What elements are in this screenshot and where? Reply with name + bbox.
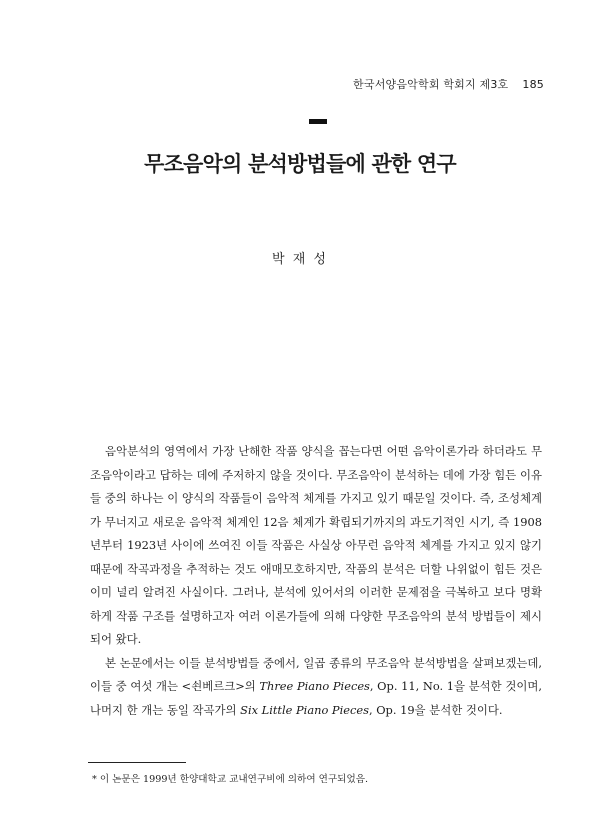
- work-title-six-little-piano-pieces: Six Little Piano Pieces: [240, 702, 369, 717]
- paragraph-2-text-c: , Op. 19을 분석한 것이다.: [368, 702, 503, 717]
- paper-title: 무조음악의 분석방법들에 관한 연구: [144, 152, 456, 176]
- paragraph-2-text-b: , Op. 11, No. 1을 분석한 것이며, 나머지 한 개는 동일 작곡가의: [90, 679, 542, 717]
- page-number: 185: [522, 78, 544, 91]
- footnote-divider: [88, 762, 186, 763]
- work-title-three-piano-pieces: Three Piano Pieces: [259, 679, 370, 693]
- title-dash-mark: [309, 119, 327, 124]
- abstract-body: [90, 440, 542, 722]
- paragraph-2-text-a: 본 논문에서는 이들 분석방법들 중에서, 일곱 종류의 무조음악 분석방법을 살펴보겠는데, 이들 중 여섯 개는 <쇤베르크>의: [90, 655, 542, 693]
- abstract-paragraph-1: 음악분석의 영역에서 가장 난해한 작품 양식을 꼽는다면 어떤 음악이론가라 하더라도 무조음악이라고 답하는 데에 주저하지 않을 것이다. 무조음악이 분석하는 데에 가장 힘든 이유들 중의 하나는 이 양식의 작품들이 음악적 체계를 가지고 있기 때문일 것이다. 즉, 조성체계가 무너지고 새로운 음악적 체계인 12음 체계가 확립되기까지의 과도기적인 시기, 즉 1908년부터 1923년 사이에 쓰여진 이들 작품은 사실상 아무런 음악적 체계를 가지고 있지 않기 때문에 작곡과정을 추적하는 것도 애매모호하지만, 작품의 분석은 더할 나위없이 힘든 것은 이미 널리 알려진 사실이다. 그러나, 분석에 있어서의 이러한 문제점을 극복하고 보다 명확하게 작품 구조를 설명하고자 여러 이론가들에 의해 다양한 무조음악의 분석 방법들이 제시되어 왔다.: [90, 444, 542, 646]
- abstract-paragraph-2: [90, 652, 542, 723]
- journal-name: 한국서양음악학회 학회지 제3호: [353, 78, 509, 91]
- running-header: [353, 76, 544, 92]
- footnote: * 이 논문은 1999년 한양대학교 교내연구비에 의하여 연구되었음.: [92, 774, 369, 785]
- author-name: 박 재 성: [272, 252, 328, 267]
